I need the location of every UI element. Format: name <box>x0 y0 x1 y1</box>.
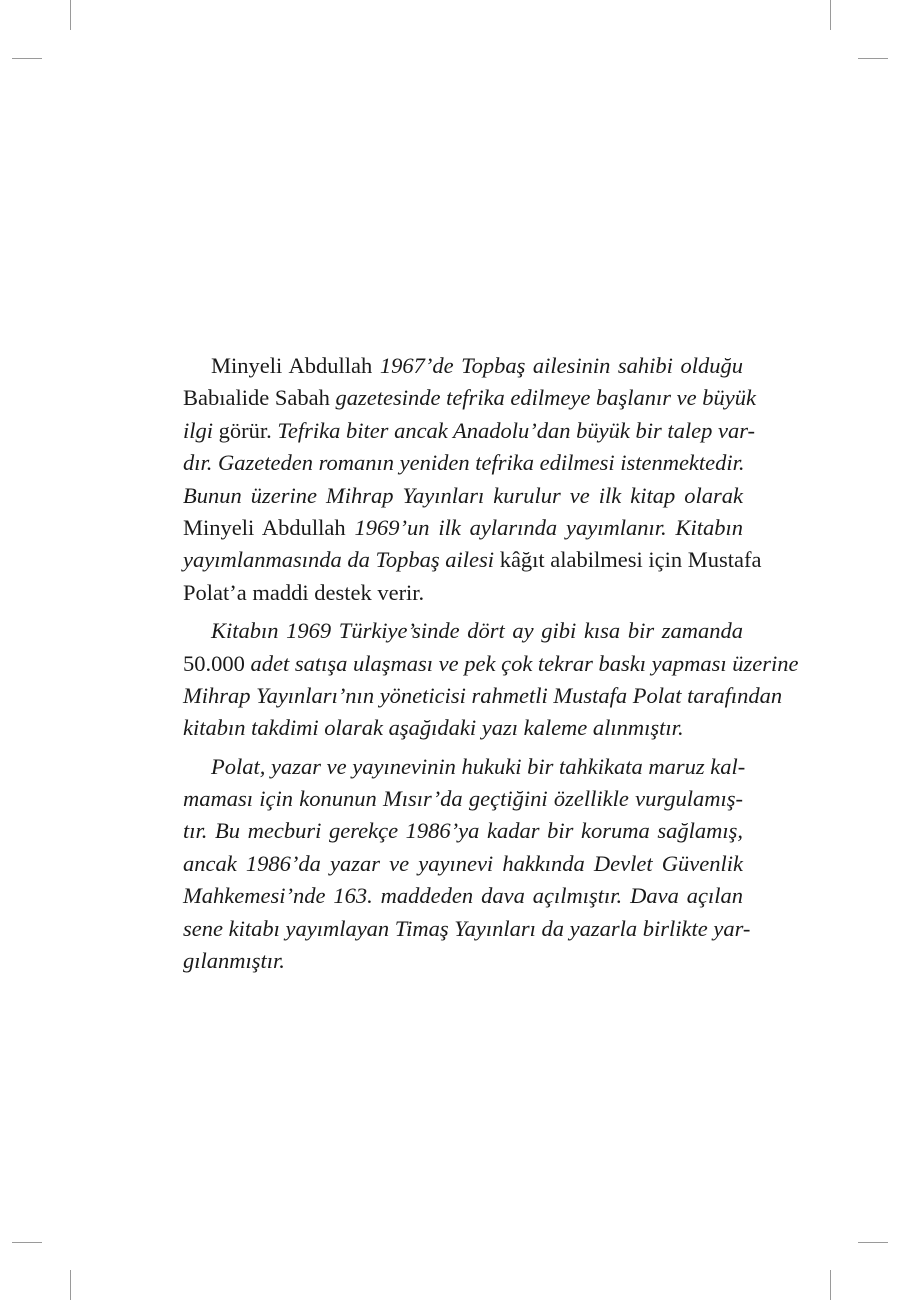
roman-text: Minyeli Abdullah <box>183 514 355 540</box>
roman-text: 50.000 <box>183 650 251 676</box>
text-line <box>183 945 743 977</box>
text-line <box>183 880 743 912</box>
text-line <box>183 577 743 609</box>
text-line <box>183 751 746 783</box>
italic-text: ancak 1986’da yazar ve yayınevi hakkında Devlet Güvenlik <box>183 850 743 876</box>
crop-mark-right-bottom <box>858 1242 888 1243</box>
roman-text: kâğıt alabilmesi için Mustafa <box>499 547 762 573</box>
italic-text: Polat, yazar ve yayınevinin hukuki bir tahkikata maruz kal- <box>211 753 746 779</box>
text-line <box>183 512 743 544</box>
text-line <box>183 544 762 576</box>
italic-text: adet satışa ulaşması ve pek çok tekrar baskı yapması üzerine <box>250 650 799 676</box>
italic-text: maması için konunun Mısır’da geçtiğini özellikle vurgulamış- <box>183 786 743 812</box>
italic-text: Mihrap Yayınları’nın yöneticisi rahmetli Mustafa Polat tarafından <box>183 682 783 708</box>
italic-text: kitabın takdimi olarak aşağıdaki yazı kaleme alınmıştır. <box>183 715 684 741</box>
crop-mark-left-top <box>12 58 42 59</box>
italic-text: 1967’de Topbaş ailesinin sahibi olduğu <box>379 353 743 378</box>
italic-text: gazetesinde tefrika edilmeye başlanır ve büyük <box>335 385 756 411</box>
italic-text: Tefrika biter ancak Anadolu’dan büyük bir talep var- <box>277 417 755 443</box>
italic-text: sene kitabı yayımlayan Timaş Yayınları da yazarla birlikte yar- <box>183 915 751 941</box>
crop-mark-left-bottom <box>12 1242 42 1243</box>
text-line <box>183 415 755 447</box>
crop-mark-bottom-right <box>830 1270 831 1300</box>
text-line <box>183 382 756 414</box>
crop-mark-top-left <box>70 0 71 30</box>
italic-text: Bunun üzerine Mihrap Yayınları kurulur ve ilk kitap olarak <box>183 482 743 508</box>
text-line <box>183 447 743 479</box>
italic-text: dır. Gazeteden romanın yeniden tefrika edilmesi istenmektedir. <box>183 450 745 476</box>
text-line <box>183 615 743 647</box>
italic-text: yayımlanmasında da Topbaş ailesi <box>183 547 500 573</box>
paragraph-2 <box>183 615 799 745</box>
body-text <box>183 350 799 977</box>
roman-text: Minyeli Abdullah <box>211 353 380 378</box>
roman-text: Babıalide Sabah <box>183 385 336 411</box>
text-line <box>183 648 799 680</box>
italic-text: tır. Bu mecburi gerekçe 1986’ya kadar bir koruma sağlamış, <box>183 818 743 844</box>
italic-text: Kitabın 1969 Türkiye’sinde dört ay gibi kısa bir zamanda <box>211 618 743 644</box>
text-line <box>183 350 743 382</box>
italic-text: gılanmıştır. <box>183 948 285 974</box>
crop-mark-top-right <box>830 0 831 30</box>
text-line <box>183 913 751 945</box>
text-line <box>183 480 743 512</box>
paragraph-3 <box>183 751 751 978</box>
italic-text: 1969’un ilk aylarında yayımlanır. Kitabın <box>354 514 743 540</box>
text-line <box>183 712 743 744</box>
roman-text: görür. <box>218 417 278 443</box>
crop-mark-bottom-left <box>70 1270 71 1300</box>
text-line <box>183 680 783 712</box>
crop-mark-right-top <box>858 58 888 59</box>
roman-text: Polat’a maddi destek verir. <box>183 579 425 605</box>
italic-text: Mahkemesi’nde 163. maddeden dava açılmıştır. Dava açılan <box>183 883 743 909</box>
text-line <box>183 848 743 880</box>
text-line <box>183 783 743 815</box>
paragraph-1 <box>183 350 762 609</box>
text-line <box>183 815 743 847</box>
italic-text: ilgi <box>183 417 219 443</box>
